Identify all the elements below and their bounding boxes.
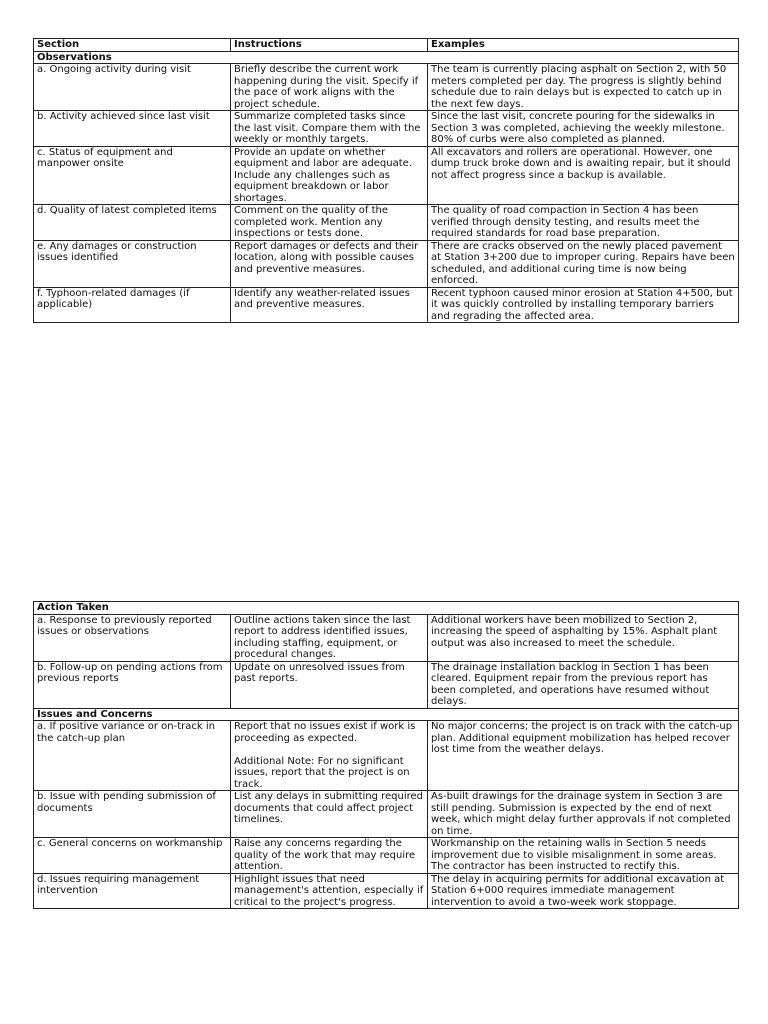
table-row bbox=[34, 64, 739, 111]
table-row bbox=[34, 205, 739, 241]
row-section-cell: b. Activity achieved since last visit bbox=[34, 111, 231, 147]
row-section-cell: f. Typhoon-related damages (if applicable) bbox=[34, 287, 231, 323]
row-examples-cell: As-built drawings for the drainage system in Section 3 are still pending. Submission is expected by the end of next week, which might delay further approvals if not completed on time. bbox=[428, 791, 739, 838]
table-row bbox=[34, 838, 739, 874]
table-row bbox=[34, 287, 739, 323]
row-instructions-cell: Report damages or defects and their location, along with possible causes and preventive measures. bbox=[231, 240, 428, 287]
row-instructions-cell: Raise any concerns regarding the quality of the work that may require attention. bbox=[231, 838, 428, 874]
row-section-cell: a. Response to previously reported issues or observations bbox=[34, 614, 231, 661]
table-row bbox=[34, 111, 739, 147]
table-row bbox=[34, 873, 739, 909]
row-section-cell: d. Quality of latest completed items bbox=[34, 205, 231, 241]
row-instructions-cell: Report that no issues exist if work is proceeding as expected. Additional Note: For no significant issues, report that the project is on track. bbox=[231, 721, 428, 791]
row-section-cell: c. Status of equipment and manpower onsite bbox=[34, 146, 231, 205]
actions-issues-table bbox=[33, 601, 739, 909]
table-row bbox=[34, 791, 739, 838]
row-examples-cell: There are cracks observed on the newly placed pavement at Station 3+200 due to improper curing. Repairs have been scheduled, and additional curing time is now being enforced. bbox=[428, 240, 739, 287]
row-instructions-cell: List any delays in submitting required documents that could affect project timelines. bbox=[231, 791, 428, 838]
row-section-cell: a. If positive variance or on-track in the catch-up plan bbox=[34, 721, 231, 791]
section-heading-observations: Observations bbox=[34, 51, 739, 64]
section-heading-row bbox=[34, 708, 739, 721]
row-examples-cell: Since the last visit, concrete pouring for the sidewalks in Section 3 was completed, achieving the weekly milestone. 80% of curbs were also completed as planned. bbox=[428, 111, 739, 147]
row-section-cell: a. Ongoing activity during visit bbox=[34, 64, 231, 111]
table-header-row bbox=[34, 39, 739, 52]
row-examples-cell: All excavators and rollers are operational. However, one dump truck broke down and is awaiting repair, but it should not affect progress since a backup is available. bbox=[428, 146, 739, 205]
row-examples-cell: Recent typhoon caused minor erosion at Station 4+500, but it was quickly controlled by installing temporary barriers and regrading the affected area. bbox=[428, 287, 739, 323]
row-instructions-cell: Highlight issues that need management's attention, especially if critical to the project's progress. bbox=[231, 873, 428, 909]
row-examples-cell: The quality of road compaction in Section 4 has been verified through density testing, and results meet the required standards for road base preparation. bbox=[428, 205, 739, 241]
row-examples-cell: Workmanship on the retaining walls in Section 5 needs improvement due to visible misalignment in some areas. The contractor has been instructed to rectify this. bbox=[428, 838, 739, 874]
row-examples-cell: The team is currently placing asphalt on Section 2, with 50 meters completed per day. The progress is slightly behind schedule due to rain delays but is expected to catch up in the next few days. bbox=[428, 64, 739, 111]
table-row bbox=[34, 721, 739, 791]
table-row bbox=[34, 614, 739, 661]
header-instructions: Instructions bbox=[231, 39, 428, 52]
section-heading-issues-concerns: Issues and Concerns bbox=[34, 708, 739, 721]
section-heading-action-taken: Action Taken bbox=[34, 602, 739, 615]
section-heading-row bbox=[34, 602, 739, 615]
row-section-cell: e. Any damages or construction issues identified bbox=[34, 240, 231, 287]
row-section-cell: b. Follow-up on pending actions from previous reports bbox=[34, 661, 231, 708]
row-section-cell: b. Issue with pending submission of documents bbox=[34, 791, 231, 838]
header-section: Section bbox=[34, 39, 231, 52]
row-examples-cell: Additional workers have been mobilized to Section 2, increasing the speed of asphalting by 15%. Asphalt plant output was also increased to meet the schedule. bbox=[428, 614, 739, 661]
table-row bbox=[34, 240, 739, 287]
row-instructions-cell: Summarize completed tasks since the last visit. Compare them with the weekly or monthly targets. bbox=[231, 111, 428, 147]
row-section-cell: c. General concerns on workmanship bbox=[34, 838, 231, 874]
row-instructions-cell: Provide an update on whether equipment and labor are adequate. Include any challenges such as equipment breakdown or labor shortages. bbox=[231, 146, 428, 205]
row-instructions-cell: Briefly describe the current work happening during the visit. Specify if the pace of work aligns with the project schedule. bbox=[231, 64, 428, 111]
row-instructions-cell: Identify any weather-related issues and preventive measures. bbox=[231, 287, 428, 323]
table-row bbox=[34, 146, 739, 205]
row-section-cell: d. Issues requiring management intervention bbox=[34, 873, 231, 909]
table-row bbox=[34, 661, 739, 708]
observations-table bbox=[33, 38, 739, 323]
row-instructions-cell: Outline actions taken since the last report to address identified issues, including staffing, equipment, or procedural changes. bbox=[231, 614, 428, 661]
row-examples-cell: The delay in acquiring permits for additional excavation at Station 6+000 requires immediate management intervention to avoid a two-week work stoppage. bbox=[428, 873, 739, 909]
section-heading-row bbox=[34, 51, 739, 64]
row-examples-cell: No major concerns; the project is on track with the catch-up plan. Additional equipment mobilization has helped recover lost time from the weather delays. bbox=[428, 721, 739, 791]
row-examples-cell: The drainage installation backlog in Section 1 has been cleared. Equipment repair from the previous report has been completed, and operations have resumed without delays. bbox=[428, 661, 739, 708]
row-instructions-cell: Comment on the quality of the completed work. Mention any inspections or tests done. bbox=[231, 205, 428, 241]
row-instructions-cell: Update on unresolved issues from past reports. bbox=[231, 661, 428, 708]
header-examples: Examples bbox=[428, 39, 739, 52]
